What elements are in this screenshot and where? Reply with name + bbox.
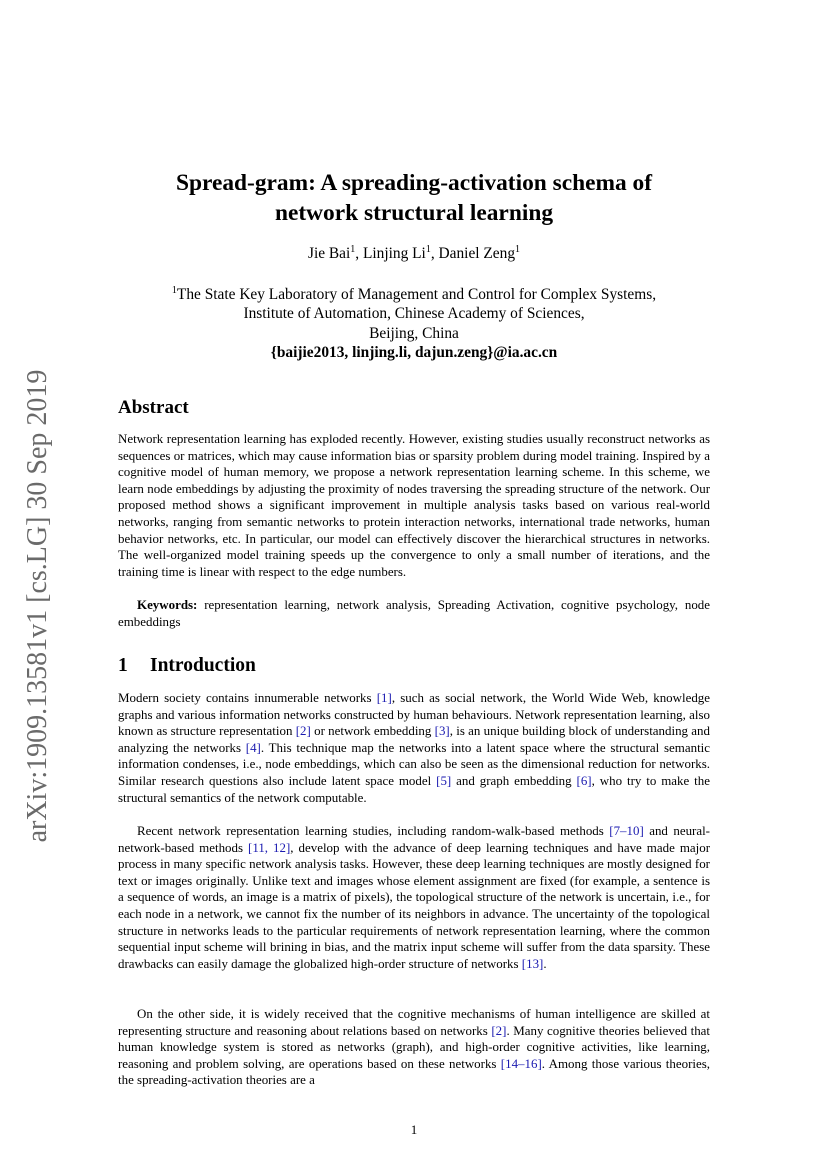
paper-title (118, 168, 710, 228)
page-number: 1 (410, 1122, 418, 1137)
citation-link[interactable]: [7–10] (609, 823, 644, 838)
affiliation-line-1: $^1$The State Key Laboratory of Management and Control for Complex Systems, (171, 284, 657, 303)
intro-paragraph-2: Recent network representation learning studies, including random-walk-based methods [7–10] and neural-network-based methods [11, 12], develop with the advance of deep learning techniques and have made major process in many specific network analysis tasks. However, these deep learning techniques are mostly designed for text or images originally. Unlike text and images whose element assignment are fixed (for example, a sentence is a sequence of words, an image is a matrix of pixels), the topological structure of the network is uncertain, i.e., for each node in a network, we cannot fix the number of its neighbors in advance. The uncertainty of the topological structure in networks leads to the particular requirements of network representation learning, where the common sequential input scheme will brining in bias, and the matrix input scheme will suffer from the data sparsity. These drawbacks can easily damage the globalized high-order structure of networks [13]. (118, 823, 710, 971)
citation-link[interactable]: [1] (376, 690, 392, 705)
citation-link[interactable]: [11, 12] (248, 839, 291, 855)
affiliation-line-3: Beijing, China (369, 324, 459, 342)
abstract-body: Network representation learning has exploded recently. However, existing studies usually reconstruct networks as sequences or matrices, which may cause information bias or sparsity problem during model training. Inspired by a cognitive model of human memory, we propose a network representation learning scheme. In this scheme, we learn node embeddings by adjusting the proximity of nodes traversing the spreading structure of the network. Our proposed method shows a significant improvement in multiple analysis tasks based on various real-world networks, ranging from semantic networks to protein interaction networks, international trade networks, human behavior networks, etc. In particular, our model can effectively discover the hierarchical structures in networks. The well-organized model training speeds up the convergence to only a small number of iterations, and the training time is linear with respect to the edge numbers. (118, 431, 710, 579)
citation-link[interactable]: [2] (295, 723, 311, 739)
citation-link[interactable]: [14–16] (500, 1055, 542, 1071)
arxiv-identifier-text: arXiv:1909.13581v1 [cs.LG] 30 Sep 2019 (22, 369, 53, 843)
section-number: 1 (118, 655, 128, 676)
intro-paragraph-3: On the other side, it is widely received that the cognitive mechanisms of human intelligence are skilled at representing structure and reasoning about relations based on networks [2]. Many cognitive theories believed that human knowledge system is stored as networks (graph), and high-order cognitive activities, like learning, reasoning and problem solving, are operations based on these networks [14–16]. Among those various theories, the spreading-activation theories are a (118, 1006, 710, 1088)
title-line-1: Spread-gram: A spreading-activation schema of (175, 170, 653, 196)
intro-paragraph-1: Modern society contains innumerable networks [1], such as social network, the World Wide Web, knowledge graphs and various information networks constructed by human behaviours. Network representation learning, also known as structure representation [2] or network embedding [3], is an unique building block of understanding and analyzing the networks [4]. This technique map the networks into a latent space where the structural semantic information condenses, i.e., node embeddings, which can also be seen as the dimensional reduction for networks. Similar research questions also include latent space model [5] and graph embedding [6], who try to make the structural semantics of the network computable. (118, 690, 710, 805)
citation-link[interactable]: [5] (436, 772, 452, 788)
author: Jie Bai$^1$, (307, 243, 363, 262)
citation-link[interactable]: [6] (576, 772, 592, 788)
keywords-text: representation learning, network analysis, Spreading Activation, cognitive psychology, node embeddings (118, 597, 711, 629)
affiliation-line-2: Institute of Automation, Chinese Academy of Sciences, (243, 305, 585, 323)
abstract-heading: Abstract (118, 397, 189, 418)
section-title: Introduction (150, 655, 256, 676)
affiliation (118, 285, 710, 363)
introduction-heading (118, 653, 256, 679)
citation-link[interactable]: [4] (245, 739, 261, 755)
citation-link[interactable]: [3] (434, 723, 450, 739)
keywords (118, 597, 710, 630)
citation-link[interactable]: [2] (491, 1022, 507, 1038)
arxiv-identifier (16, 366, 60, 846)
author-emails: {baijie2013, linjing.li, dajun.zeng}@ia.ac.cn (270, 344, 558, 362)
author: Daniel Zeng$^1$ (438, 243, 521, 262)
author: Linjing Li$^1$, (362, 243, 439, 262)
title-line-2: network structural learning (274, 200, 554, 226)
keywords-label: Keywords: (137, 597, 198, 612)
author-list (118, 244, 710, 264)
citation-link[interactable]: [13] (521, 955, 544, 971)
